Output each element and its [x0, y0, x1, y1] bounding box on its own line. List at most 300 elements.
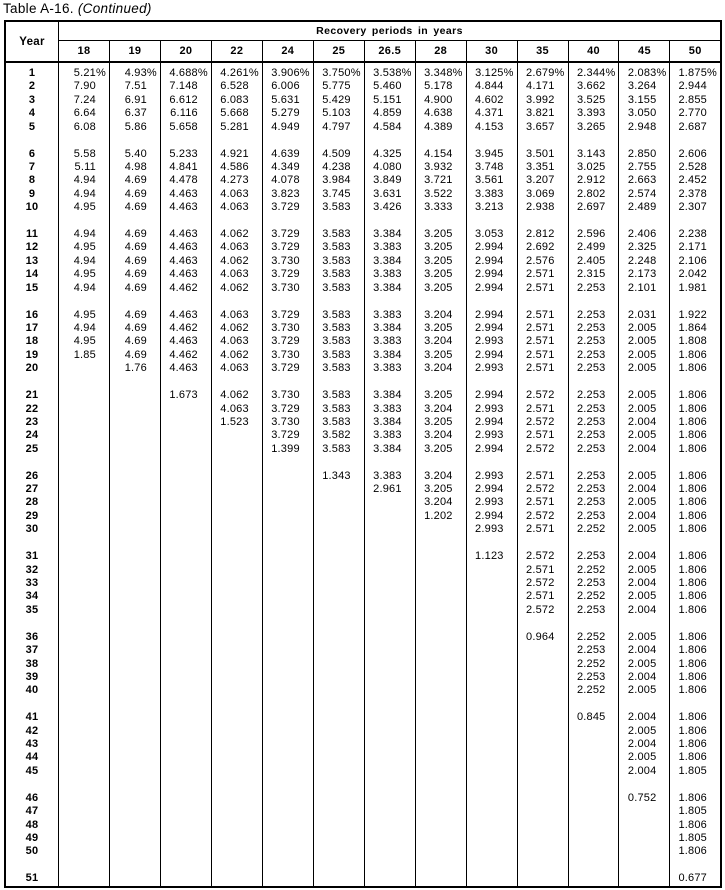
value-cell	[313, 765, 364, 778]
value-cell: 3.583	[313, 228, 364, 241]
value-cell: 2.802	[568, 188, 619, 201]
value-cell	[262, 470, 313, 483]
year-cell: 3	[5, 94, 59, 107]
year-cell: 36	[5, 631, 59, 644]
value-cell: 1.805	[670, 832, 721, 845]
value-cell: 2.994	[466, 255, 517, 268]
value-cell: 2.679%	[517, 67, 568, 80]
value-cell	[262, 550, 313, 563]
year-cell: 31	[5, 550, 59, 563]
value-cell: 2.994	[466, 389, 517, 402]
value-cell: 4.463	[160, 188, 211, 201]
value-cell: 1.806	[670, 631, 721, 644]
value-cell	[313, 510, 364, 523]
value-cell: 6.612	[160, 94, 211, 107]
value-cell: 3.583	[313, 255, 364, 268]
value-cell	[262, 644, 313, 657]
value-cell: 1.806	[670, 349, 721, 362]
value-cell	[517, 872, 568, 886]
value-cell	[211, 845, 262, 858]
value-cell	[364, 845, 415, 858]
table-row	[5, 765, 721, 778]
value-cell	[619, 819, 670, 832]
value-cell: 2.253	[568, 322, 619, 335]
value-cell: 2.993	[466, 429, 517, 442]
value-cell	[313, 751, 364, 764]
value-cell: 3.821	[517, 107, 568, 120]
value-cell	[109, 577, 160, 590]
value-cell	[59, 429, 110, 442]
value-cell	[262, 751, 313, 764]
value-cell	[313, 523, 364, 536]
value-cell: 1.806	[670, 684, 721, 697]
value-cell: 4.371	[466, 107, 517, 120]
value-cell: 1.76	[109, 362, 160, 375]
value-cell	[415, 738, 466, 751]
value-cell	[313, 792, 364, 805]
value-cell: 2.697	[568, 201, 619, 214]
value-cell: 4.69	[109, 188, 160, 201]
value-cell	[211, 510, 262, 523]
period-column-header: 26.5	[364, 41, 415, 63]
value-cell: 3.204	[415, 429, 466, 442]
value-cell: 3.383	[364, 362, 415, 375]
value-cell	[109, 711, 160, 724]
value-cell: 1.673	[160, 389, 211, 402]
value-cell: 4.94	[59, 188, 110, 201]
value-cell	[262, 872, 313, 886]
value-cell: 2.253	[568, 309, 619, 322]
value-cell: 3.729	[262, 403, 313, 416]
spacer-row	[5, 537, 721, 551]
value-cell: 2.571	[517, 403, 568, 416]
value-cell: 2.994	[466, 241, 517, 254]
value-cell	[109, 751, 160, 764]
table-row	[5, 335, 721, 348]
value-cell: 7.24	[59, 94, 110, 107]
value-cell	[160, 403, 211, 416]
value-cell	[211, 564, 262, 577]
value-cell: 4.94	[59, 255, 110, 268]
value-cell: 3.426	[364, 201, 415, 214]
value-cell: 2.004	[619, 510, 670, 523]
value-cell	[364, 564, 415, 577]
value-cell: 4.462	[160, 322, 211, 335]
value-cell	[109, 658, 160, 671]
value-cell: 1.806	[670, 658, 721, 671]
value-cell	[59, 416, 110, 429]
table-row	[5, 80, 721, 93]
table-row	[5, 201, 721, 214]
value-cell: 5.86	[109, 121, 160, 134]
year-cell: 23	[5, 416, 59, 429]
table-row	[5, 805, 721, 818]
value-cell: 2.005	[619, 349, 670, 362]
value-cell: 5.631	[262, 94, 313, 107]
value-cell	[466, 751, 517, 764]
value-cell	[211, 805, 262, 818]
value-cell: 4.586	[211, 161, 262, 174]
value-cell	[59, 644, 110, 657]
value-cell: 6.006	[262, 80, 313, 93]
value-cell: 6.64	[59, 107, 110, 120]
value-cell: 3.205	[415, 322, 466, 335]
value-cell	[517, 765, 568, 778]
value-cell	[313, 872, 364, 886]
value-cell	[160, 510, 211, 523]
value-cell	[59, 496, 110, 509]
value-cell: 4.389	[415, 121, 466, 134]
table-title-text: Table A-16.	[3, 1, 74, 16]
value-cell: 2.083%	[619, 67, 670, 80]
year-cell: 46	[5, 792, 59, 805]
value-cell: 3.383	[466, 188, 517, 201]
value-cell: 3.204	[415, 309, 466, 322]
value-cell: 3.050	[619, 107, 670, 120]
spacer-row	[5, 376, 721, 390]
value-cell: 2.253	[568, 349, 619, 362]
value-cell	[262, 590, 313, 603]
value-cell	[211, 832, 262, 845]
value-cell: 1.805	[670, 805, 721, 818]
value-cell	[415, 564, 466, 577]
value-cell	[211, 658, 262, 671]
value-cell: 3.207	[517, 174, 568, 187]
value-cell: 7.148	[160, 80, 211, 93]
value-cell	[313, 738, 364, 751]
value-cell: 2.571	[517, 429, 568, 442]
value-cell: 2.572	[517, 416, 568, 429]
value-cell: 2.101	[619, 282, 670, 295]
value-cell	[160, 416, 211, 429]
value-cell	[619, 832, 670, 845]
value-cell: 2.944	[670, 80, 721, 93]
value-cell: 3.025	[568, 161, 619, 174]
value-cell: 6.08	[59, 121, 110, 134]
value-cell	[59, 564, 110, 577]
value-cell	[313, 631, 364, 644]
year-cell: 8	[5, 174, 59, 187]
value-cell	[313, 658, 364, 671]
value-cell: 4.95	[59, 241, 110, 254]
value-cell	[364, 738, 415, 751]
period-column-header: 30	[466, 41, 517, 63]
value-cell: 3.992	[517, 94, 568, 107]
value-cell	[211, 523, 262, 536]
value-cell: 4.463	[160, 241, 211, 254]
value-cell	[415, 792, 466, 805]
value-cell	[160, 792, 211, 805]
table-row	[5, 121, 721, 134]
year-cell: 19	[5, 349, 59, 362]
value-cell	[262, 765, 313, 778]
value-cell	[364, 577, 415, 590]
value-cell: 6.083	[211, 94, 262, 107]
value-cell: 4.062	[211, 282, 262, 295]
value-cell	[517, 725, 568, 738]
value-cell: 2.574	[619, 188, 670, 201]
value-cell	[415, 523, 466, 536]
value-cell: 4.859	[364, 107, 415, 120]
value-cell: 2.692	[517, 241, 568, 254]
value-cell	[415, 832, 466, 845]
value-cell: 2.253	[568, 550, 619, 563]
period-column-header: 50	[670, 41, 721, 63]
value-cell	[109, 403, 160, 416]
value-cell: 3.582	[313, 429, 364, 442]
value-cell: 2.253	[568, 496, 619, 509]
value-cell	[517, 658, 568, 671]
value-cell: 2.253	[568, 282, 619, 295]
year-cell: 29	[5, 510, 59, 523]
value-cell	[109, 389, 160, 402]
value-cell: 3.069	[517, 188, 568, 201]
value-cell: 4.078	[262, 174, 313, 187]
value-cell: 3.383	[364, 268, 415, 281]
value-cell	[160, 671, 211, 684]
table-row	[5, 255, 721, 268]
value-cell	[160, 631, 211, 644]
value-cell	[619, 805, 670, 818]
value-cell: 4.463	[160, 335, 211, 348]
value-cell: 2.005	[619, 496, 670, 509]
value-cell	[517, 684, 568, 697]
value-cell: 3.205	[415, 228, 466, 241]
value-cell: 3.748	[466, 161, 517, 174]
value-cell: 7.51	[109, 80, 160, 93]
value-cell	[211, 590, 262, 603]
value-cell	[109, 510, 160, 523]
year-cell: 25	[5, 443, 59, 456]
value-cell: 2.253	[568, 644, 619, 657]
value-cell: 2.004	[619, 644, 670, 657]
value-cell	[109, 725, 160, 738]
value-cell: 2.994	[466, 309, 517, 322]
value-cell	[211, 711, 262, 724]
value-cell: 1.806	[670, 416, 721, 429]
value-cell: 2.572	[517, 604, 568, 617]
value-cell: 3.525	[568, 94, 619, 107]
value-cell: 6.91	[109, 94, 160, 107]
value-cell: 1.875%	[670, 67, 721, 80]
value-cell	[364, 765, 415, 778]
value-cell	[517, 832, 568, 845]
value-cell: 2.938	[517, 201, 568, 214]
year-cell: 44	[5, 751, 59, 764]
table-title	[3, 1, 152, 16]
year-cell: 7	[5, 161, 59, 174]
value-cell: 2.406	[619, 228, 670, 241]
value-cell: 2.005	[619, 362, 670, 375]
value-cell	[109, 644, 160, 657]
value-cell	[59, 684, 110, 697]
year-cell: 21	[5, 389, 59, 402]
value-cell	[109, 523, 160, 536]
value-cell: 2.252	[568, 631, 619, 644]
value-cell: 4.584	[364, 121, 415, 134]
value-cell	[109, 590, 160, 603]
value-cell	[262, 792, 313, 805]
value-cell	[59, 443, 110, 456]
value-cell	[211, 751, 262, 764]
value-cell: 3.204	[415, 403, 466, 416]
value-cell	[211, 684, 262, 697]
value-cell: 2.253	[568, 335, 619, 348]
value-cell	[160, 443, 211, 456]
period-column-header: 40	[568, 41, 619, 63]
value-cell	[262, 604, 313, 617]
value-cell	[109, 684, 160, 697]
value-cell	[415, 604, 466, 617]
table-row	[5, 228, 721, 241]
value-cell: 1.806	[670, 523, 721, 536]
value-cell: 2.499	[568, 241, 619, 254]
value-cell: 4.063	[211, 188, 262, 201]
value-cell	[160, 604, 211, 617]
value-cell	[59, 577, 110, 590]
value-cell	[517, 738, 568, 751]
value-cell: 3.384	[364, 322, 415, 335]
value-cell: 4.238	[313, 161, 364, 174]
value-cell: 2.571	[517, 470, 568, 483]
table-row	[5, 188, 721, 201]
value-cell: 3.583	[313, 362, 364, 375]
year-cell: 10	[5, 201, 59, 214]
value-cell	[466, 725, 517, 738]
value-cell	[415, 684, 466, 697]
value-cell	[466, 845, 517, 858]
value-cell: 3.729	[262, 335, 313, 348]
value-cell	[466, 631, 517, 644]
value-cell	[211, 671, 262, 684]
value-cell: 3.583	[313, 282, 364, 295]
spacer-row	[5, 134, 721, 148]
value-cell: 4.062	[211, 255, 262, 268]
table-row	[5, 792, 721, 805]
value-cell: 2.571	[517, 349, 568, 362]
period-column-header: 25	[313, 41, 364, 63]
value-cell	[313, 845, 364, 858]
value-cell	[262, 631, 313, 644]
value-cell	[211, 496, 262, 509]
value-cell	[160, 590, 211, 603]
value-cell	[160, 470, 211, 483]
value-cell: 2.248	[619, 255, 670, 268]
table-row	[5, 161, 721, 174]
value-cell	[160, 684, 211, 697]
value-cell: 2.993	[466, 335, 517, 348]
value-cell	[211, 429, 262, 442]
value-cell: 3.984	[313, 174, 364, 187]
value-cell: 3.730	[262, 389, 313, 402]
value-cell	[466, 805, 517, 818]
value-cell	[160, 832, 211, 845]
value-cell: 5.775	[313, 80, 364, 93]
value-cell	[364, 819, 415, 832]
value-cell	[415, 550, 466, 563]
table-header	[5, 21, 721, 62]
value-cell: 0.752	[619, 792, 670, 805]
value-cell: 2.315	[568, 268, 619, 281]
value-cell: 2.252	[568, 658, 619, 671]
table-row	[5, 403, 721, 416]
value-cell: 3.583	[313, 389, 364, 402]
value-cell: 4.463	[160, 255, 211, 268]
period-column-header: 45	[619, 41, 670, 63]
value-cell: 2.571	[517, 335, 568, 348]
value-cell: 2.572	[517, 550, 568, 563]
value-cell: 1.806	[670, 403, 721, 416]
value-cell: 4.69	[109, 322, 160, 335]
value-cell: 0.845	[568, 711, 619, 724]
value-cell: 3.561	[466, 174, 517, 187]
value-cell: 3.583	[313, 322, 364, 335]
value-cell: 5.429	[313, 94, 364, 107]
value-cell: 3.583	[313, 309, 364, 322]
value-cell: 5.460	[364, 80, 415, 93]
table-row	[5, 416, 721, 429]
value-cell	[517, 671, 568, 684]
value-cell: 2.571	[517, 268, 568, 281]
year-cell: 50	[5, 845, 59, 858]
value-cell	[109, 564, 160, 577]
value-cell: 4.063	[211, 268, 262, 281]
year-cell: 4	[5, 107, 59, 120]
value-cell: 2.004	[619, 671, 670, 684]
year-cell: 40	[5, 684, 59, 697]
value-cell: 3.583	[313, 349, 364, 362]
value-cell	[160, 429, 211, 442]
value-cell	[160, 644, 211, 657]
value-cell: 4.94	[59, 322, 110, 335]
value-cell: 2.994	[466, 483, 517, 496]
value-cell: 3.730	[262, 322, 313, 335]
year-cell: 48	[5, 819, 59, 832]
value-cell	[313, 711, 364, 724]
value-cell	[59, 658, 110, 671]
value-cell: 4.462	[160, 282, 211, 295]
year-cell: 11	[5, 228, 59, 241]
value-cell	[262, 711, 313, 724]
value-cell: 3.729	[262, 228, 313, 241]
value-cell: 3.053	[466, 228, 517, 241]
value-cell	[211, 483, 262, 496]
table-row	[5, 107, 721, 120]
value-cell: 1.806	[670, 429, 721, 442]
value-cell: 3.583	[313, 416, 364, 429]
value-cell: 4.325	[364, 148, 415, 161]
value-cell: 2.572	[517, 389, 568, 402]
value-cell: 1.808	[670, 335, 721, 348]
value-cell: 2.253	[568, 443, 619, 456]
value-cell: 4.94	[59, 228, 110, 241]
value-cell	[466, 819, 517, 832]
value-cell: 2.993	[466, 470, 517, 483]
value-cell: 2.571	[517, 362, 568, 375]
value-cell: 2.252	[568, 564, 619, 577]
value-cell: 3.384	[364, 349, 415, 362]
value-cell: 2.994	[466, 268, 517, 281]
table-row	[5, 564, 721, 577]
value-cell: 3.383	[364, 403, 415, 416]
value-cell	[313, 550, 364, 563]
year-cell: 37	[5, 644, 59, 657]
value-cell: 4.841	[160, 161, 211, 174]
value-cell: 2.606	[670, 148, 721, 161]
value-cell	[517, 819, 568, 832]
value-cell: 2.253	[568, 470, 619, 483]
value-cell: 2.005	[619, 322, 670, 335]
